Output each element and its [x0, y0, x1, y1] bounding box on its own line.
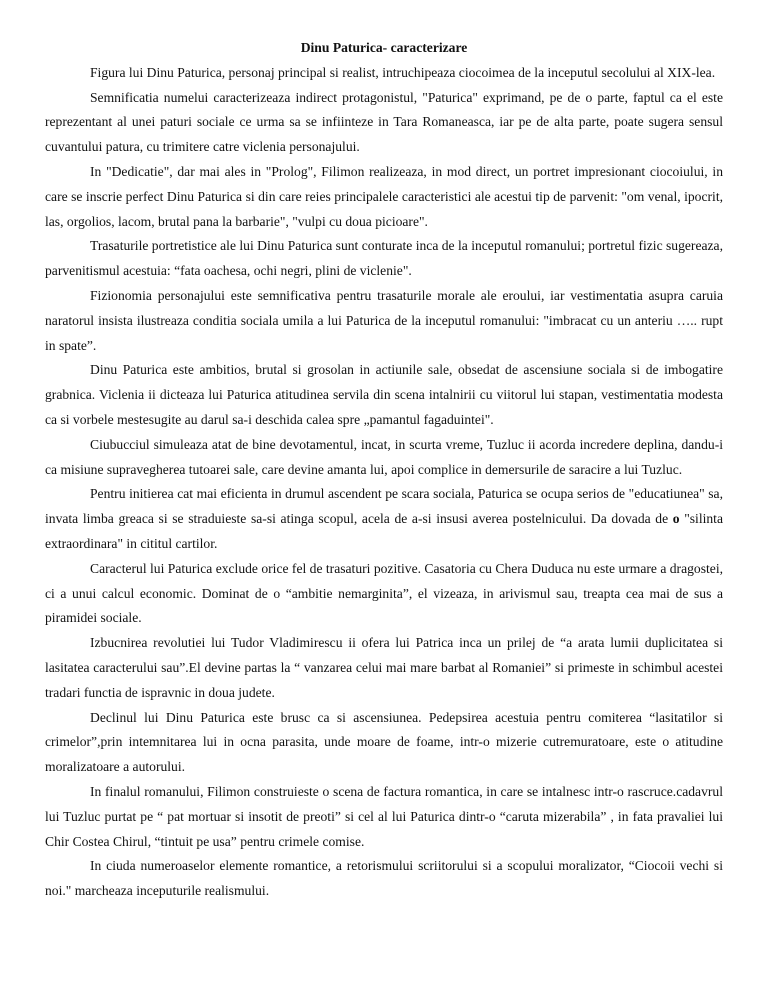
document-title: Dinu Paturica- caracterizare — [300, 40, 468, 55]
paragraph-8 — [45, 482, 723, 556]
document-page — [45, 36, 723, 904]
paragraph-12: In finalul romanului, Filimon construieste o scena de factura romantica, in care se intalnesc intr-o rascruce.cadavrul lui Tuzluc purtat pe “ pat mortuar si insotit de preoti” si cel al lui Paturica dintr-o “caruta mizerabila” , in fata pravaliei lui Chir Costea Chirul, “tintuit pe usa” pentru crimele comise. — [45, 783, 723, 849]
paragraph-8-text-start: Pentru initierea cat mai eficienta in drumul ascendent pe scara sociala, Paturica se ocupa serios de "educatiunea" sa, invata limba greaca si se straduieste sa-si atinga scopul, acela de a-si insusi averea postelnicului. Da dovada de — [45, 486, 723, 527]
paragraph-4: Trasaturile portretistice ale lui Dinu Paturica sunt conturate inca de la inceputul romanului; portretul fizic sugereaza, parvenitismul acestuia: “fata oachesa, ochi negri, plini de viclenie". — [45, 238, 723, 279]
paragraph-8-bold-word: o — [672, 511, 680, 527]
paragraph-10: Izbucnirea revolutiei lui Tudor Vladimirescu ii ofera lui Patrica inca un prilej de “a arata lumii duplicitatea si lasitatea caracterului sau”.El devine partas la “ vanzarea celui mai mare barbat al Romaniei” si primeste in schimbul acestei tradari functia de ispravnic in doua judete. — [45, 635, 723, 700]
paragraph-9: Caracterul lui Paturica exclude orice fel de trasaturi pozitive. Casatoria cu Chera Duduca nu este urmare a dragostei, ci a unui calcul economic. Dominat de o “ambitie nemarginita”, el vizeaza, in arivismul sau, treapta cea mai de sus a piramidei sociale. — [45, 560, 723, 626]
paragraph-8-text-end: "silinta extraordinara" in cititul cartilor. — [45, 511, 723, 551]
paragraph-6: Dinu Paturica este ambitios, brutal si grosolan in actiunile sale, obsedat de ascensiune sociala si de imbogatire grabnica. Viclenia ii dicteaza lui Paturica atitudinea servila din scena intalnirii cu viitorul lui stapan, vestimentatia modesta ca si vorbele mestesugite au darul sa-i deschida calea spre „pamantul fagaduintei". — [45, 362, 723, 427]
paragraph-1: Figura lui Dinu Paturica, personaj principal si realist, intruchipeaza ciocoimea de la inceputul secolului al XIX-lea. — [90, 64, 716, 80]
paragraph-2: Semnificatia numelui caracterizeaza indirect protagonistul, "Paturica" exprimand, pe de o parte, faptul ca el este reprezentant al unei paturi sociale ce urma sa se infiinteze in Tara Romaneasca, iar pe de alta parte, poate sugera sensul cuvantului patura, cu trimitere catre viclenia personajului. — [45, 89, 723, 155]
paragraph-3: In "Dedicatie", dar mai ales in "Prolog", Filimon realizeaza, in mod direct, un portret impresionant ciocoiului, in care se inscrie perfect Dinu Paturica si din care reies principalele caracteristici ale acestui tip de parvenit: "om venal, ipocrit, las, orgolios, lacom, brutal pana la barbarie", "vulpi cu doua picioare". — [45, 163, 723, 229]
paragraph-11: Declinul lui Dinu Paturica este brusc ca si ascensiunea. Pedepsirea acestuia pentru comiterea “lasitatilor si crimelor”,prin intemnitarea lui in ocna parasita, unde moare de foame, intr-o mizerie cutremuratoare, este o atitudine moralizatoare a autorului. — [45, 709, 723, 775]
paragraph-7: Ciubucciul simuleaza atat de bine devotamentul, incat, in scurta vreme, Tuzluc ii acorda incredere deplina, dandu-i ca misiune supravegherea tutoarei sale, care devine amanta lui, apoi complice in demersurile de saracire a lui Tuzluc. — [45, 436, 723, 477]
paragraph-5: Fizionomia personajului este semnificativa pentru trasaturile morale ale eroului, iar vestimentatia asupra caruia naratorul insista ilustreaza conditia sociala umila a lui Paturica de la inceputul romanului: "imbracat cu un anteriu ….. rupt in spate”. — [45, 287, 723, 353]
paragraph-13: In ciuda numeroaselor elemente romantice, a retorismului scriitorului si a scopului moralizator, “Ciocoii vechi si noi." marcheaza inceputurile realismului. — [45, 858, 723, 899]
